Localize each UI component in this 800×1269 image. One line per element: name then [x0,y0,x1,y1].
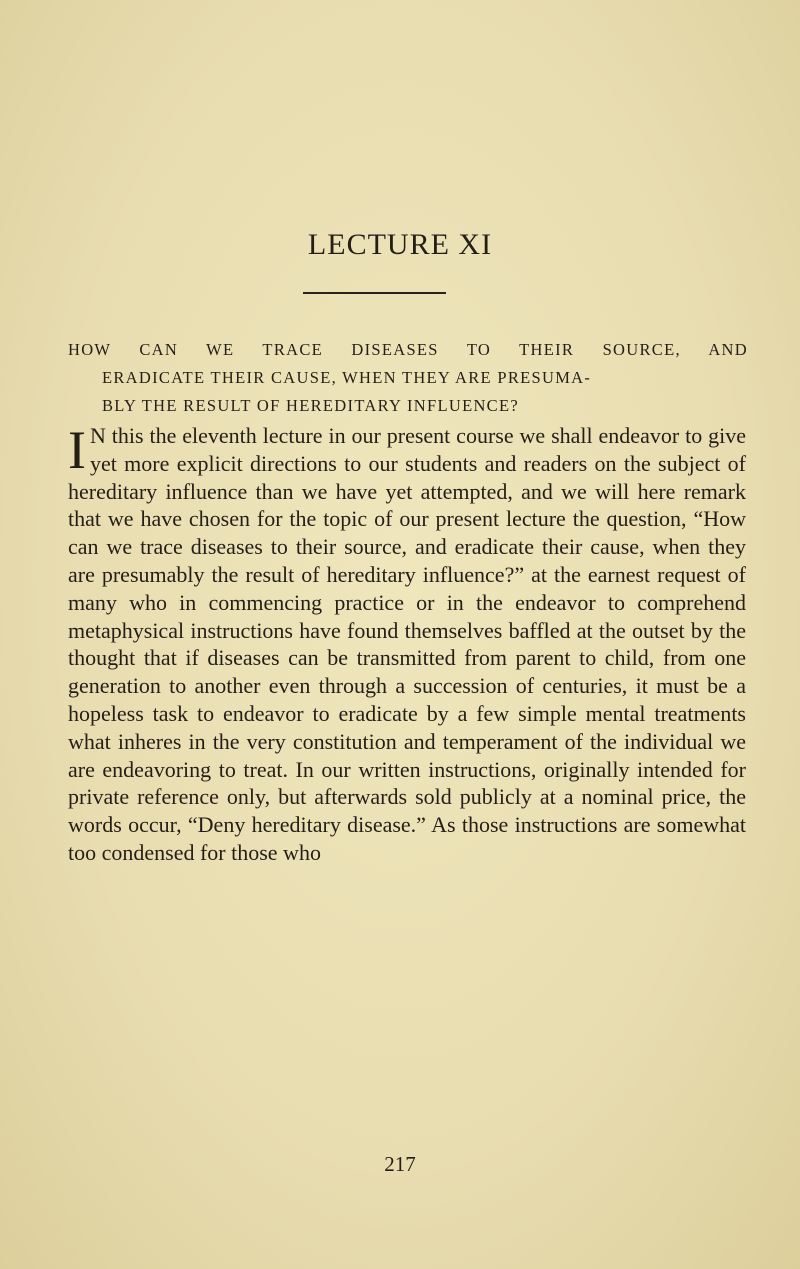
page-number: 217 [384,1152,416,1176]
subtitle-line: HOW CAN WE TRACE DISEASES TO THEIR SOURCE, AND [68,340,748,359]
drop-cap: I [68,420,86,480]
chapter-heading: LECTURE XI [307,228,493,261]
body-paragraph [68,422,746,867]
subtitle-line: ERADICATE THEIR CAUSE, WHEN THEY ARE PRESUMA- [102,368,592,387]
body-paragraph-text: N this the eleventh lecture in our present course we shall endeavor to give yet more explicit directions to our students and readers on the subject of hereditary influence than we have yet attempted, and we will here remark that we have chosen for the topic of our present lecture the question, “How can we trace diseases to their source, and eradicate their cause, when they are presumably the result of hereditary influence?” at the earnest request of many who in commencing practice or in the endeavor to comprehend metaphysical instructions have found themselves baffled at the outset by the thought that if diseases can be transmitted from parent to child, from one generation to another even through a succession of centuries, it must be a hopeless task to endeavor to eradicate by a few simple mental treatments what inheres in the very constitution and temperament of the individual we are endeavoring to treat. In our written instructions, originally intended for private reference only, but afterwards sold publicly at a nominal price, the words occur, “Deny hereditary disease.” As those instructions are somewhat too condensed for those who [68,423,746,865]
chapter-subtitle [68,336,748,420]
heading-divider [303,292,446,294]
subtitle-line: BLY THE RESULT OF HEREDITARY INFLUENCE? [102,396,519,415]
